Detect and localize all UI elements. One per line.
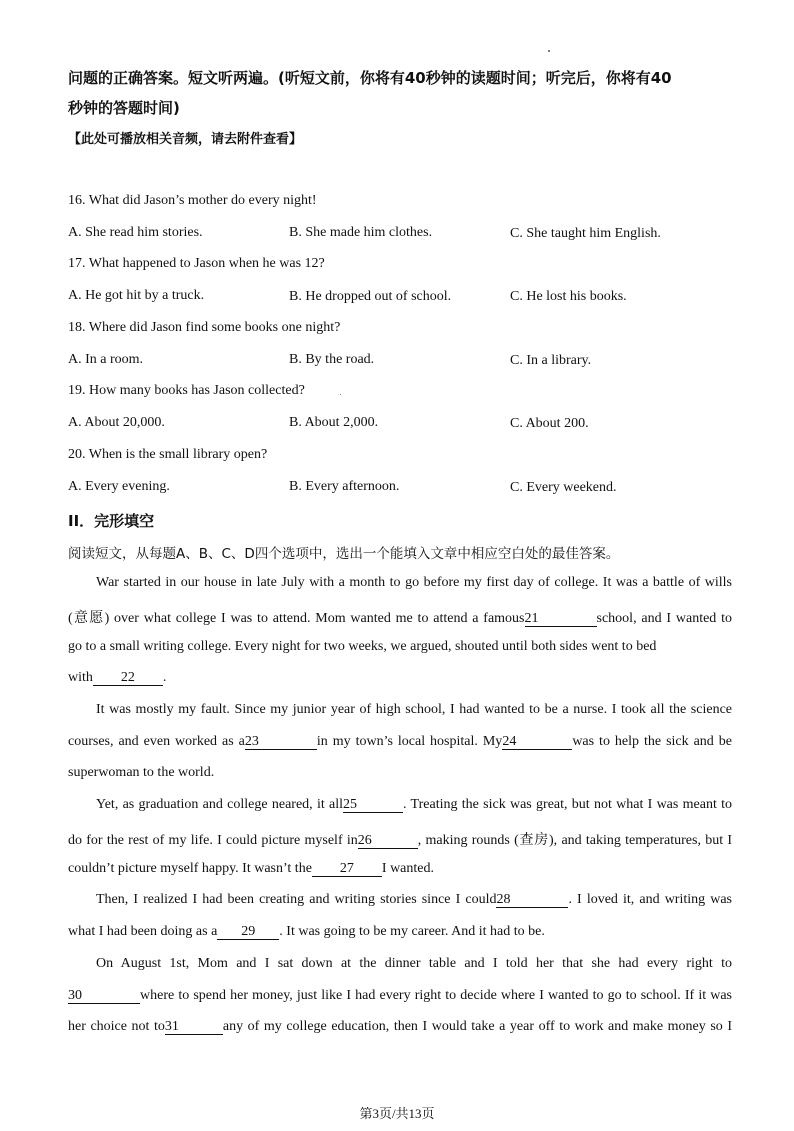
cloze-instruction: 阅读短文，从每题A、B、C、D四个选项中，选出一个能填入文章中相应空白处的最佳答案。	[68, 546, 620, 562]
passage-line	[68, 670, 732, 686]
passage-text: was to help the sick and be	[572, 734, 732, 749]
passage-line: On August 1st, Mom and I sat down at the dinner table and I told her that she had every right to	[96, 956, 732, 971]
passage-text: .	[162, 670, 167, 685]
blank-29: 29	[217, 925, 279, 940]
question-16-option-c: C. She taught him English.	[510, 226, 661, 241]
passage-text: . It was going to be my career. And it had to be.	[279, 924, 545, 939]
question-18-stem: 18. Where did Jason find some books one night?	[68, 320, 341, 335]
passage-line	[68, 924, 732, 940]
blank-23: 23	[245, 735, 317, 750]
passage-line: go to a small writing college. Every night for two weeks, we argued, shouted until both sides went to bed	[68, 639, 657, 654]
question-17-option-b: B. He dropped out of school.	[289, 289, 452, 304]
passage-line: War started in our house in late July with a month to go before my first day of college. It was a battle of wills	[96, 575, 732, 590]
question-18-option-a: A. In a room.	[68, 352, 144, 367]
passage-line: It was mostly my fault. Since my junior year of high school, I had wanted to be a nurse. I took all the science	[96, 702, 732, 717]
section-title-cloze: II．完形填空	[68, 512, 155, 530]
question-18-option-c: C. In a library.	[510, 353, 592, 368]
question-16-option-a: A. She read him stories.	[68, 225, 203, 240]
blank-21: 21	[525, 612, 597, 627]
question-20-option-c: C. Every weekend.	[510, 480, 617, 495]
passage-text: what I had been doing as a	[68, 924, 218, 939]
blank-24: 24	[502, 735, 572, 750]
blank-31: 31	[165, 1020, 223, 1035]
passage-text: , making rounds (查房), and taking temperatures, but I	[417, 833, 732, 848]
passage-text: (意愿) over what college I was to attend. Mom wanted me to attend a famous	[68, 611, 525, 626]
passage-text: Yet, as graduation and college neared, it all	[96, 797, 344, 812]
blank-22: 22	[93, 671, 163, 686]
passage-text: school, and I wanted to	[596, 611, 732, 626]
passage-text: with	[68, 670, 93, 685]
question-16-stem: 16. What did Jason’s mother do every night!	[68, 193, 317, 208]
passage-text: where to spend her money, just like I had every right to decide where I wanted to go to school. If it was	[140, 988, 732, 1003]
blank-25: 25	[343, 798, 403, 813]
passage-text: courses, and even worked as a	[68, 734, 245, 749]
question-19-option-c: C. About 200.	[510, 416, 589, 431]
question-17-option-a: A. He got hit by a truck.	[68, 288, 205, 303]
passage-text: any of my college education, then I would take a year off to work and make money so I	[222, 1019, 733, 1034]
blank-26: 26	[358, 834, 418, 849]
passage-line	[68, 988, 732, 1004]
blank-28: 28	[496, 893, 568, 908]
question-19-option-a: A. About 20,000.	[68, 415, 165, 430]
passage-text: Then, I realized I had been creating and writing stories since I could	[96, 892, 497, 907]
listening-instruction-line1: 问题的正确答案。短文听两遍。(听短文前，你将有40秒钟的读题时间；听完后，你将有40	[68, 69, 672, 87]
blank-27: 27	[312, 862, 382, 877]
question-19-option-b: B. About 2,000.	[289, 415, 379, 430]
passage-line	[68, 734, 732, 750]
question-19-stem: 19. How many books has Jason collected?	[68, 383, 305, 398]
passage-line	[96, 892, 732, 908]
audio-note: 【此处可播放相关音频，请去附件查看】	[68, 132, 303, 147]
question-16-option-b: B. She made him clothes.	[289, 225, 433, 240]
question-20-stem: 20. When is the small library open?	[68, 447, 268, 462]
passage-line	[68, 1019, 732, 1035]
passage-text: . I loved it, and writing was	[568, 892, 732, 907]
question-17-stem: 17. What happened to Jason when he was 12?	[68, 256, 325, 271]
passage-line	[68, 607, 732, 627]
passage-line	[68, 861, 732, 877]
passage-line	[68, 829, 732, 849]
listening-instruction-line2: 秒钟的答题时间)	[68, 99, 180, 117]
scan-speck	[548, 50, 550, 52]
passage-text: her choice not to	[68, 1019, 165, 1034]
question-20-option-a: A. Every evening.	[68, 479, 170, 494]
question-17-option-c: C. He lost his books.	[510, 289, 627, 304]
passage-line: superwoman to the world.	[68, 765, 215, 780]
page-number: 第3页/共13页	[359, 1106, 435, 1121]
question-20-option-b: B. Every afternoon.	[289, 479, 400, 494]
blank-30: 30	[68, 989, 140, 1004]
scan-speck	[340, 394, 341, 395]
passage-text: couldn’t picture myself happy. It wasn’t the	[68, 861, 312, 876]
passage-text: in my town’s local hospital. My	[316, 734, 503, 749]
passage-text: I wanted.	[381, 861, 434, 876]
question-18-option-b: B. By the road.	[289, 352, 375, 367]
passage-line	[96, 797, 732, 813]
passage-text: . Treating the sick was great, but not what I was meant to	[403, 797, 733, 812]
passage-text: do for the rest of my life. I could picture myself in	[68, 833, 358, 848]
